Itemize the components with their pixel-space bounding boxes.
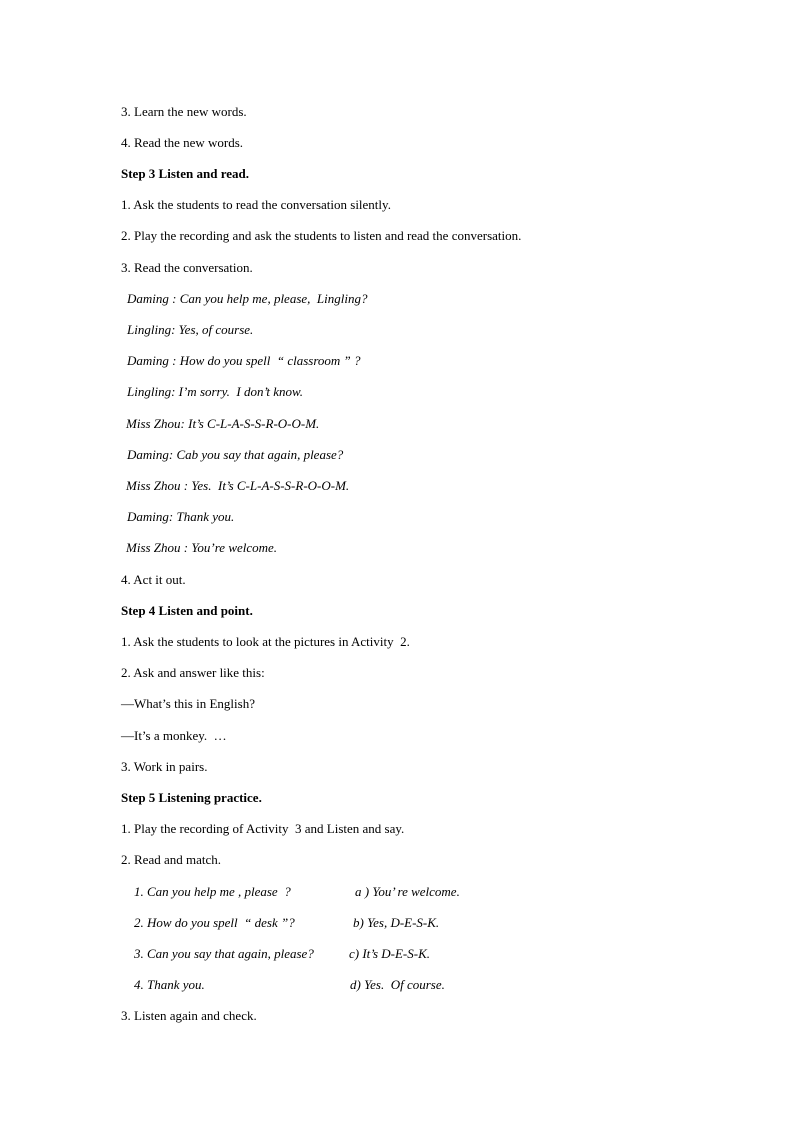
instruction-line: 1. Ask the students to read the conversation silently. [121,197,391,212]
instruction-line: 1. Play the recording of Activity 3 and Listen and say. [121,821,405,836]
match-answer: a ) You’ re welcome. [355,884,460,899]
dialogue-line: Miss Zhou: It’s C-L-A-S-S-R-O-O-M. [126,416,320,431]
step-heading: Step 4 Listen and point. [121,603,253,618]
instruction-line: 4. Read the new words. [121,135,244,150]
dialogue-line: Daming : How do you spell “ classroom ” ? [127,353,361,368]
dialogue-line: Miss Zhou : Yes. It’s C-L-A-S-S-R-O-O-M. [126,478,350,493]
dialogue-line: Lingling: I’m sorry. I don’t know. [127,384,303,399]
instruction-line: 1. Ask the students to look at the pictures in Activity 2. [121,634,410,649]
example-line: —It’s a monkey. … [121,728,227,743]
dialogue-line: Daming: Thank you. [127,509,235,524]
instruction-line: 2. Ask and answer like this: [121,665,265,680]
match-question: 1. Can you help me , please ? [134,884,291,899]
match-answer: d) Yes. Of course. [350,977,445,992]
instruction-line: 3. Learn the new words. [121,104,247,119]
dialogue-line: Daming : Can you help me, please, Lingling? [127,291,368,306]
match-question: 2. How do you spell “ desk ”? [134,915,295,930]
instruction-line: 3. Work in pairs. [121,759,208,774]
instruction-line: 4. Act it out. [121,572,186,587]
step-heading: Step 3 Listen and read. [121,166,249,181]
dialogue-line: Miss Zhou : You’re welcome. [126,540,278,555]
dialogue-line: Lingling: Yes, of course. [127,322,254,337]
step-heading: Step 5 Listening practice. [121,790,262,805]
dialogue-line: Daming: Cab you say that again, please? [127,447,344,462]
instruction-line: 2. Read and match. [121,852,221,867]
match-question: 3. Can you say that again, please? [134,946,314,961]
match-question: 4. Thank you. [134,977,205,992]
instruction-line: 3. Listen again and check. [121,1008,257,1023]
match-answer: b) Yes, D-E-S-K. [353,915,440,930]
instruction-line: 2. Play the recording and ask the students to listen and read the conversation. [121,228,522,243]
instruction-line: 3. Read the conversation. [121,260,253,275]
example-line: —What’s this in English? [121,696,255,711]
match-answer: c) It’s D-E-S-K. [349,946,430,961]
